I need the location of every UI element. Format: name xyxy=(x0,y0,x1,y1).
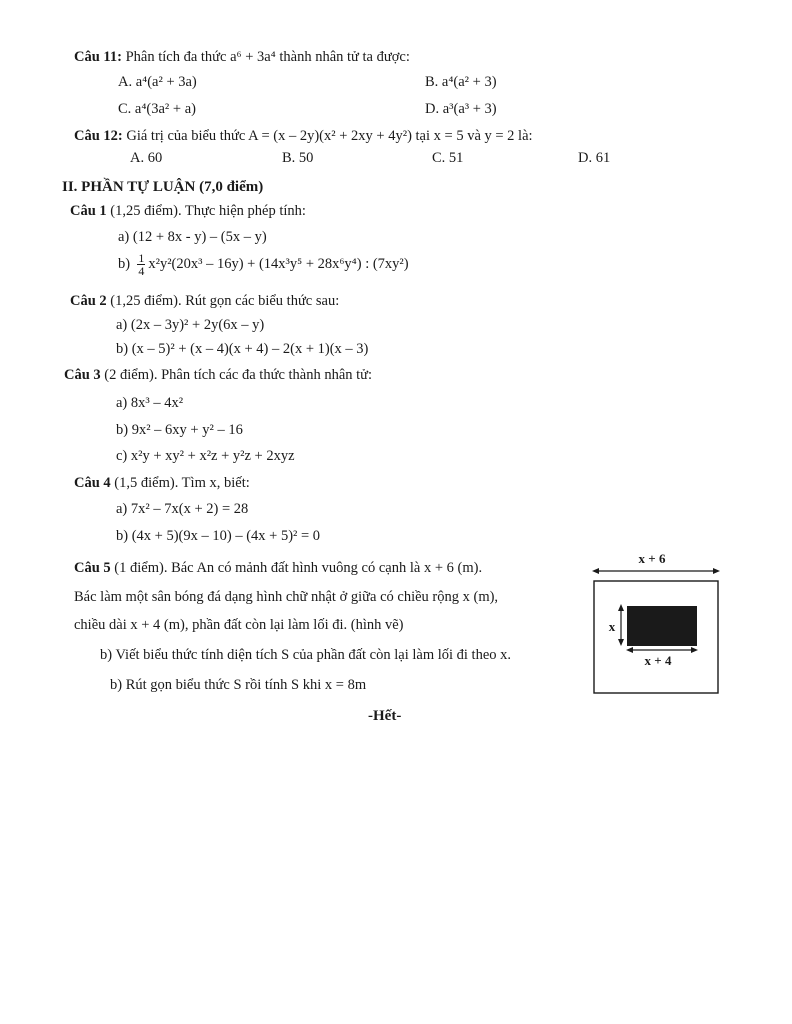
c5-a: b) Viết biểu thức tính diện tích S của phần đất còn lại làm lối đi theo x. xyxy=(100,647,512,663)
c1-a: a) (12 + 8x - y) – (5x – y) xyxy=(118,229,267,245)
c4-stem xyxy=(74,474,250,492)
c4-b: b) (4x + 5)(9x – 10) – (4x + 5)² = 0 xyxy=(116,528,321,544)
q12-label: Câu 12: xyxy=(74,128,123,144)
q11-text: Phân tích đa thức a⁶ + 3a⁴ thành nhân tử ta được: xyxy=(121,49,410,65)
c2-stem xyxy=(70,292,339,310)
c1-stem xyxy=(70,202,306,220)
c5-line2: Bác làm một sân bóng đá dạng hình chữ nhật ở giữa có chiều rộng x (m), xyxy=(74,589,499,605)
c4-text: (1,5 điểm). Tìm x, biết: xyxy=(110,475,250,491)
q11-stem xyxy=(74,48,410,66)
c1-b-prefix: b) xyxy=(118,255,131,272)
figure-side-label: x xyxy=(608,619,616,634)
c5-label: Câu 5 xyxy=(74,560,111,576)
section-title: II. PHẦN TỰ LUẬN (7,0 điểm) xyxy=(62,179,264,195)
c3-text: (2 điểm). Phân tích các đa thức thành nhân tử: xyxy=(100,367,373,383)
c1-b-numerator: 1 xyxy=(138,251,145,265)
q11-option-a: A. a⁴(a² + 3a) xyxy=(118,74,197,90)
c5-stem xyxy=(74,559,482,577)
q12-stem xyxy=(74,127,533,145)
football-field xyxy=(627,606,697,646)
figure-bottom-label: x + 4 xyxy=(644,653,672,668)
q12-option-c: C. 51 xyxy=(432,150,464,166)
c3-c: c) x²y + xy² + x²z + y²z + 2xyz xyxy=(116,448,295,464)
c1-text: (1,25 điểm). Thực hiện phép tính: xyxy=(106,203,306,219)
c2-b: b) (x – 5)² + (x – 4)(x + 4) – 2(x + 1)(x – 3) xyxy=(116,341,369,357)
c5-text: (1 điểm). Bác An có mảnh đất hình vuông có cạnh là x + 6 (m). xyxy=(110,560,483,576)
c4-a: a) 7x² – 7x(x + 2) = 28 xyxy=(116,501,249,517)
c5-b: b) Rút gọn biểu thức S rồi tính S khi x = 8m xyxy=(110,677,367,693)
c2-a: a) (2x – 3y)² + 2y(6x – y) xyxy=(116,317,265,333)
top-dimension-arrow xyxy=(592,568,720,574)
c2-text: (1,25 điểm). Rút gọn các biểu thức sau: xyxy=(106,293,340,309)
q12-option-a: A. 60 xyxy=(130,150,163,166)
c3-b: b) 9x² – 6xy + y² – 16 xyxy=(116,422,243,438)
c3-a: a) 8x³ – 4x² xyxy=(116,395,184,411)
c1-b-fraction xyxy=(137,252,145,277)
c1-b-expression: x²y²(20x³ – 16y) + (14x³y⁵ + 28x⁶y⁴) : (7xy²) xyxy=(148,255,409,272)
q11-label: Câu 11: xyxy=(74,49,122,65)
c4-label: Câu 4 xyxy=(74,475,111,491)
c3-label: Câu 3 xyxy=(64,367,101,383)
q12-text: Giá trị của biểu thức A = (x – 2y)(x² + 2xy + 4y²) tại x = 5 và y = 2 là: xyxy=(122,128,533,144)
c1-label: Câu 1 xyxy=(70,203,107,219)
q12-option-b: B. 50 xyxy=(282,150,314,166)
end-mark: -Hết- xyxy=(368,708,402,724)
c1-b-denominator: 4 xyxy=(138,264,145,278)
c3-stem xyxy=(64,366,372,384)
figure-top-label: x + 6 xyxy=(638,551,666,566)
land-figure xyxy=(588,550,728,696)
q11-option-b: B. a⁴(a² + 3) xyxy=(425,74,497,90)
c2-label: Câu 2 xyxy=(70,293,107,309)
q12-option-d: D. 61 xyxy=(578,150,611,166)
c5-line3: chiều dài x + 4 (m), phần đất còn lại làm lối đi. (hình vẽ) xyxy=(74,617,404,633)
q11-option-c: C. a⁴(3a² + a) xyxy=(118,101,196,117)
q11-option-d: D. a³(a³ + 3) xyxy=(425,101,497,117)
c1-b xyxy=(118,252,409,277)
side-dimension-arrow xyxy=(618,604,624,646)
